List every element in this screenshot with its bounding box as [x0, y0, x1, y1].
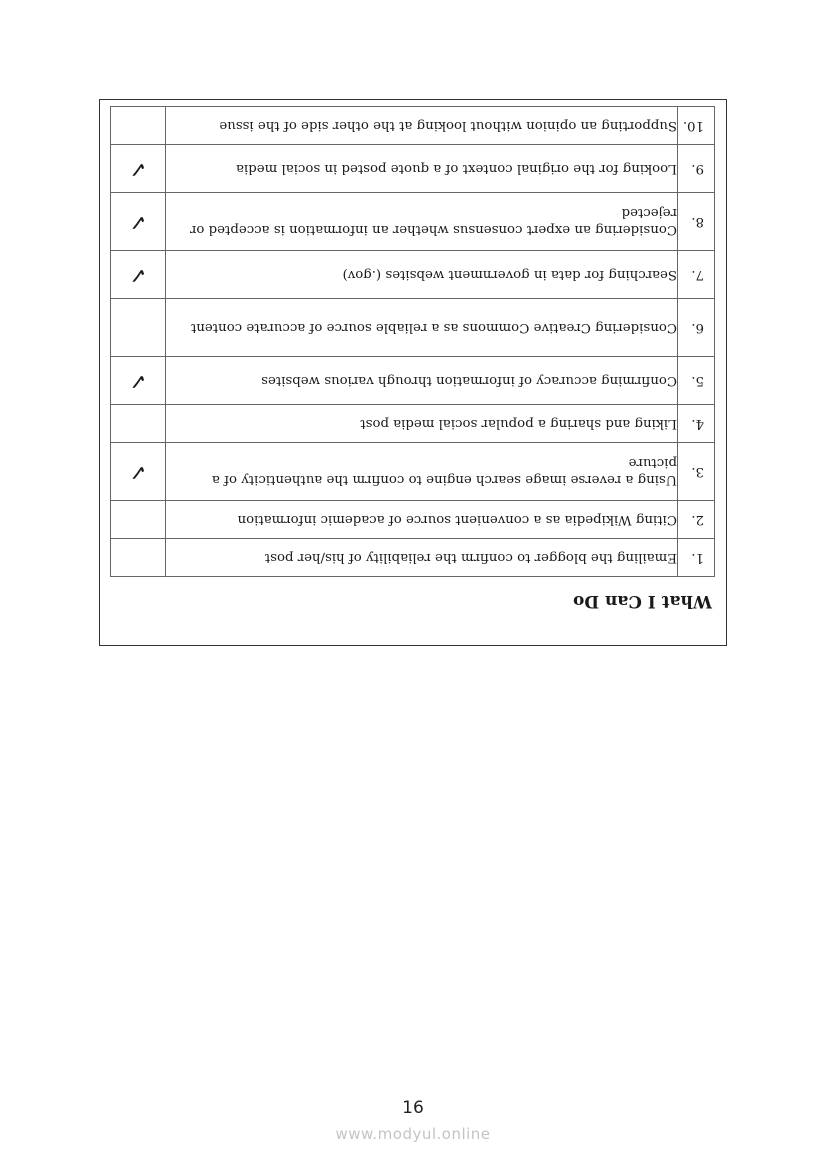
watermark-text: www.modyul.online	[335, 1125, 491, 1143]
item-text: Confirming accuracy of information through various websites	[166, 357, 678, 405]
item-number: 4.	[678, 405, 715, 443]
checklist-table	[110, 106, 715, 577]
item-text: Searching for data in government websites (.gov)	[166, 251, 678, 299]
item-text: Looking for the original context of a quote posted in social media	[166, 145, 678, 193]
checklist-row	[111, 299, 715, 357]
checklist-row	[111, 251, 715, 299]
item-number: 8.	[678, 193, 715, 251]
item-text: Citing Wikipedia as a convenient source of academic information	[166, 501, 678, 539]
check-cell	[111, 539, 166, 577]
item-number: 7.	[678, 251, 715, 299]
item-number: 10.	[678, 107, 715, 145]
item-number: 1.	[678, 539, 715, 577]
check-mark-icon: ✓	[128, 459, 148, 484]
checklist-row	[111, 107, 715, 145]
page-number: 16	[402, 1098, 424, 1118]
item-text: Emailing the blogger to confirm the reliability of his/her post	[166, 539, 678, 577]
check-mark-icon: ✓	[128, 368, 148, 393]
check-mark-icon: ✓	[128, 156, 148, 181]
checklist-row	[111, 193, 715, 251]
item-number: 5.	[678, 357, 715, 405]
check-cell	[111, 405, 166, 443]
check-cell	[111, 251, 166, 299]
answer-box	[99, 99, 727, 646]
item-text: Liking and sharing a popular social media post	[166, 405, 678, 443]
check-cell	[111, 443, 166, 501]
section-title: What I Can Do	[572, 591, 712, 611]
check-cell	[111, 193, 166, 251]
check-cell	[111, 107, 166, 145]
checklist-row	[111, 145, 715, 193]
check-mark-icon: ✓	[128, 262, 148, 287]
check-cell	[111, 145, 166, 193]
checklist-row	[111, 357, 715, 405]
check-mark-icon: ✓	[128, 209, 148, 234]
item-text: Using a reverse image search engine to confirm the authenticity of a picture	[166, 443, 678, 501]
item-number: 2.	[678, 501, 715, 539]
answer-box-rotated-content	[100, 100, 726, 645]
item-number: 3.	[678, 443, 715, 501]
item-number: 9.	[678, 145, 715, 193]
item-text: Considering Creative Commons as a reliable source of accurate content	[166, 299, 678, 357]
item-text: Supporting an opinion without looking at the other side of the issue	[166, 107, 678, 145]
checklist-row	[111, 501, 715, 539]
checklist-row	[111, 405, 715, 443]
checklist-row	[111, 443, 715, 501]
check-cell	[111, 299, 166, 357]
item-text: Considering an expert consensus whether an information is accepted or rejected	[166, 193, 678, 251]
check-cell	[111, 501, 166, 539]
check-cell	[111, 357, 166, 405]
item-number: 6.	[678, 299, 715, 357]
checklist-row	[111, 539, 715, 577]
